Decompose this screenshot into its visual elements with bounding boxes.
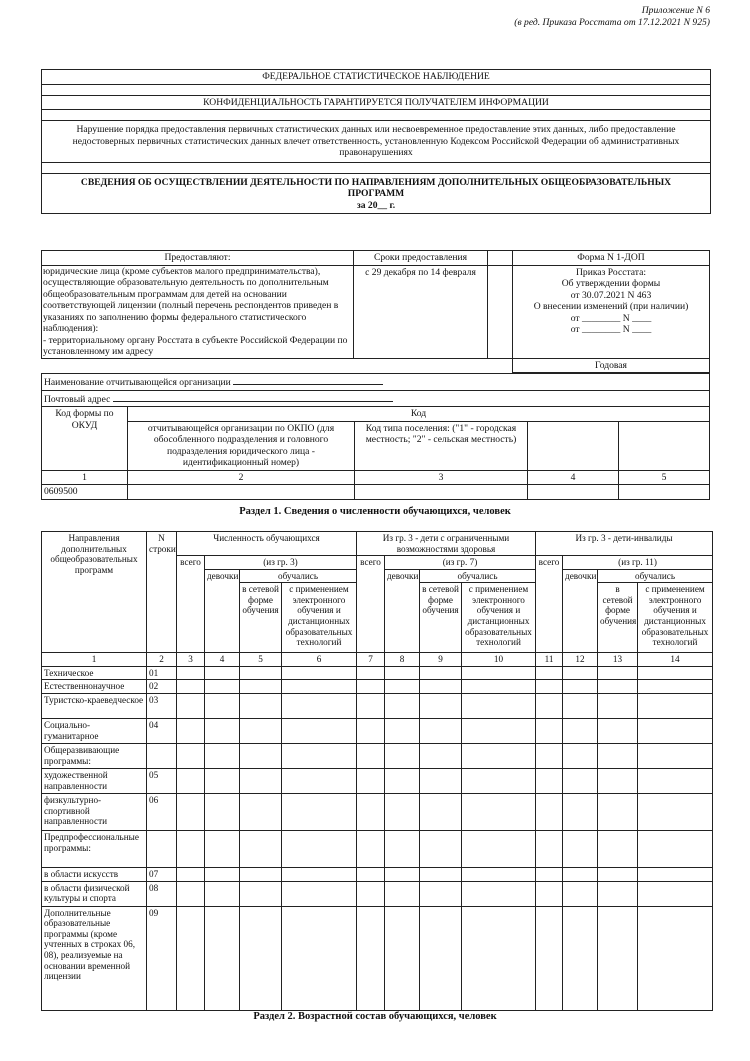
data-cell[interactable] xyxy=(205,831,240,868)
form-title xyxy=(42,174,710,214)
h-network-form: в сетевой форме обучения xyxy=(598,583,638,653)
data-cell[interactable] xyxy=(385,719,420,744)
annex-number: Приложение N 6 xyxy=(641,5,710,16)
data-cell[interactable] xyxy=(462,794,536,831)
settlement-type-label: Код типа поселения: ("1" - городская местность; "2" - сельская местность) xyxy=(355,421,528,470)
data-cell[interactable] xyxy=(240,719,282,744)
table-row xyxy=(42,744,713,769)
h-total: всего xyxy=(357,556,385,653)
row-label: Дополнительные образовательные программы (кроме учтенных в строках 06, 08), реализуемые на основании временной лицензии xyxy=(42,906,147,1010)
row-code: 01 xyxy=(147,666,177,680)
data-cell[interactable] xyxy=(638,868,713,882)
table-row xyxy=(42,719,713,744)
spacer-cell xyxy=(488,251,513,266)
submission-table xyxy=(41,250,710,373)
data-cell[interactable] xyxy=(420,744,462,769)
data-cell[interactable] xyxy=(420,794,462,831)
data-cell[interactable] xyxy=(205,719,240,744)
col-respondents: Предоставляют: xyxy=(42,251,354,266)
data-cell[interactable] xyxy=(598,769,638,794)
col-number: 11 xyxy=(536,653,563,667)
data-cell[interactable] xyxy=(357,680,385,694)
data-cell[interactable] xyxy=(598,680,638,694)
col-number: 4 xyxy=(528,470,619,485)
data-cell[interactable] xyxy=(282,831,357,868)
data-cell[interactable] xyxy=(638,769,713,794)
org-name-label: Наименование отчитывающейся организации xyxy=(44,377,231,388)
col-number: 2 xyxy=(147,653,177,667)
data-cell[interactable] xyxy=(420,719,462,744)
column-numbers-row xyxy=(42,653,713,667)
h-distance-learning: с применением электронного обучения и дистанционных образовательных технологий xyxy=(282,583,357,653)
report-period: Годовая xyxy=(513,358,710,373)
data-cell[interactable] xyxy=(282,881,357,906)
data-cell[interactable] xyxy=(282,719,357,744)
row-label: физкультурно-спортивной направленности xyxy=(42,794,147,831)
data-cell[interactable] xyxy=(282,906,357,1010)
form-header xyxy=(41,69,711,214)
org-name-row xyxy=(42,374,710,391)
col-number: 13 xyxy=(598,653,638,667)
spacer-cell xyxy=(42,358,513,373)
data-cell[interactable] xyxy=(177,868,205,882)
data-cell[interactable] xyxy=(536,666,563,680)
data-cell[interactable] xyxy=(420,906,462,1010)
h-of-col7: (из гр. 7) xyxy=(385,556,536,570)
approval-line: Приказ Росстата: xyxy=(575,266,647,278)
data-cell[interactable] xyxy=(205,666,240,680)
data-cell[interactable] xyxy=(420,666,462,680)
data-cell[interactable] xyxy=(536,794,563,831)
data-cell[interactable] xyxy=(282,744,357,769)
col-form-number: Форма N 1-ДОП xyxy=(513,251,710,266)
col-number: 2 xyxy=(128,470,355,485)
row-label: художественной направленности xyxy=(42,769,147,794)
address-label: Почтовый адрес xyxy=(44,393,111,405)
row-label: Техническое xyxy=(42,666,147,680)
row-code: 07 xyxy=(147,868,177,882)
data-cell[interactable] xyxy=(240,794,282,831)
data-cell[interactable] xyxy=(563,680,598,694)
form-title-text: СВЕДЕНИЯ ОБ ОСУЩЕСТВЛЕНИИ ДЕЯТЕЛЬНОСТИ ПО НАПРАВЛЕНИЯМ ДОПОЛНИТЕЛЬНЫХ ОБЩЕОБРАЗОВАТЕЛЬНЫХ ПРОГРАММ xyxy=(80,176,672,199)
data-cell[interactable] xyxy=(177,769,205,794)
data-cell[interactable] xyxy=(385,881,420,906)
col-number: 9 xyxy=(420,653,462,667)
row-code: 08 xyxy=(147,881,177,906)
row-code: 09 xyxy=(147,906,177,1010)
data-cell[interactable] xyxy=(420,881,462,906)
row-code xyxy=(147,744,177,769)
h-network-form: в сетевой форме обучения xyxy=(420,583,462,653)
data-cell[interactable] xyxy=(598,868,638,882)
h-total: всего xyxy=(536,556,563,653)
data-cell[interactable] xyxy=(536,719,563,744)
data-cell[interactable] xyxy=(536,881,563,906)
data-cell[interactable] xyxy=(536,680,563,694)
data-cell[interactable] xyxy=(205,694,240,719)
data-cell[interactable] xyxy=(357,769,385,794)
col-number: 12 xyxy=(563,653,598,667)
data-cell[interactable] xyxy=(177,719,205,744)
data-cell[interactable] xyxy=(638,881,713,906)
h-line-number: N строки xyxy=(147,532,177,653)
spacer-cell xyxy=(488,265,513,358)
data-cell[interactable] xyxy=(420,694,462,719)
h-girls: девочки xyxy=(205,569,240,653)
h-of-col11: (из гр. 11) xyxy=(563,556,713,570)
data-cell[interactable] xyxy=(240,831,282,868)
data-cell[interactable] xyxy=(462,666,536,680)
data-cell[interactable] xyxy=(420,769,462,794)
data-cell[interactable] xyxy=(240,906,282,1010)
data-cell[interactable] xyxy=(240,694,282,719)
data-cell[interactable] xyxy=(462,868,536,882)
row-code: 06 xyxy=(147,794,177,831)
section1-title: Раздел 1. Сведения о численности обучающихся, человек xyxy=(239,506,511,517)
address-row xyxy=(42,390,710,407)
data-cell[interactable] xyxy=(638,744,713,769)
address-input[interactable] xyxy=(113,392,393,402)
code-input[interactable] xyxy=(619,485,710,500)
data-cell[interactable] xyxy=(282,794,357,831)
data-cell[interactable] xyxy=(536,744,563,769)
header-spacer xyxy=(42,110,710,121)
okpo-label: отчитывающейся организации по ОКПО (для обособленного подразделения и головного подразделения юридического лица - идентификационный номер) xyxy=(128,421,355,470)
data-cell[interactable] xyxy=(598,666,638,680)
data-cell[interactable] xyxy=(598,881,638,906)
col-number: 5 xyxy=(240,653,282,667)
table-row xyxy=(42,680,713,694)
data-cell[interactable] xyxy=(385,666,420,680)
empty-cell xyxy=(619,421,710,470)
h-total: всего xyxy=(177,556,205,653)
data-cell[interactable] xyxy=(357,831,385,868)
col-deadlines: Сроки предоставления xyxy=(354,251,488,266)
form-year: за 20__ г. xyxy=(356,199,396,211)
row-label: Естественнонаучное xyxy=(42,680,147,694)
empty-cell xyxy=(528,421,619,470)
organization-table xyxy=(41,373,710,500)
org-name-input[interactable] xyxy=(233,375,383,385)
h-girls: девочки xyxy=(563,569,598,653)
data-cell[interactable] xyxy=(638,666,713,680)
data-cell[interactable] xyxy=(177,680,205,694)
data-cell[interactable] xyxy=(357,694,385,719)
data-cell[interactable] xyxy=(282,694,357,719)
row-label: Социально-гуманитарное xyxy=(42,719,147,744)
row-code: 03 xyxy=(147,694,177,719)
data-cell[interactable] xyxy=(177,906,205,1010)
h-distance-learning: с применением электронного обучения и дистанционных образовательных технологий xyxy=(462,583,536,653)
federal-observation: ФЕДЕРАЛЬНОЕ СТАТИСТИЧЕСКОЕ НАБЛЮДЕНИЕ xyxy=(42,70,710,85)
data-cell[interactable] xyxy=(357,868,385,882)
data-cell[interactable] xyxy=(563,744,598,769)
data-cell[interactable] xyxy=(177,881,205,906)
col-number: 6 xyxy=(282,653,357,667)
data-cell[interactable] xyxy=(240,680,282,694)
data-cell[interactable] xyxy=(420,680,462,694)
table-row xyxy=(42,694,713,719)
data-cell[interactable] xyxy=(385,831,420,868)
data-cell[interactable] xyxy=(357,719,385,744)
table-row xyxy=(42,831,713,868)
data-cell[interactable] xyxy=(462,769,536,794)
data-cell[interactable] xyxy=(240,666,282,680)
row-code: 02 xyxy=(147,680,177,694)
data-cell[interactable] xyxy=(205,881,240,906)
data-cell[interactable] xyxy=(462,881,536,906)
data-cell[interactable] xyxy=(357,881,385,906)
data-cell[interactable] xyxy=(638,831,713,868)
code-header: Код xyxy=(128,407,710,422)
h-studied: обучались xyxy=(598,569,713,583)
data-cell[interactable] xyxy=(177,694,205,719)
data-cell[interactable] xyxy=(462,906,536,1010)
row-label: в области физической культуры и спорта xyxy=(42,881,147,906)
col-number: 3 xyxy=(177,653,205,667)
data-cell[interactable] xyxy=(420,831,462,868)
okud-label: Код формы по ОКУД xyxy=(42,407,128,471)
row-code xyxy=(147,831,177,868)
data-cell[interactable] xyxy=(563,868,598,882)
data-cell[interactable] xyxy=(462,744,536,769)
data-cell[interactable] xyxy=(462,680,536,694)
data-cell[interactable] xyxy=(638,680,713,694)
data-cell[interactable] xyxy=(282,680,357,694)
data-cell[interactable] xyxy=(563,719,598,744)
h-disabled-children: Из гр. 3 - дети-инвалиды xyxy=(536,532,713,556)
data-cell[interactable] xyxy=(205,868,240,882)
data-cell[interactable] xyxy=(205,794,240,831)
data-cell[interactable] xyxy=(385,868,420,882)
data-cell[interactable] xyxy=(638,694,713,719)
data-cell[interactable] xyxy=(385,906,420,1010)
data-cell[interactable] xyxy=(598,831,638,868)
data-cell[interactable] xyxy=(357,744,385,769)
h-studied: обучались xyxy=(420,569,536,583)
row-code: 04 xyxy=(147,719,177,744)
section1-table xyxy=(41,531,713,1011)
data-cell[interactable] xyxy=(462,831,536,868)
data-cell[interactable] xyxy=(385,794,420,831)
row-code: 05 xyxy=(147,769,177,794)
data-cell[interactable] xyxy=(205,769,240,794)
data-cell[interactable] xyxy=(282,769,357,794)
data-cell[interactable] xyxy=(598,906,638,1010)
header-spacer xyxy=(42,85,710,96)
h-network-form: в сетевой форме обучения xyxy=(240,583,282,653)
data-cell[interactable] xyxy=(205,744,240,769)
row-label: Общеразвивающие программы: xyxy=(42,744,147,769)
data-cell[interactable] xyxy=(420,868,462,882)
respondents-cell xyxy=(42,265,354,358)
data-cell[interactable] xyxy=(177,744,205,769)
respondents-where: - территориальному органу Росстата в субъекте Российской Федерации по установленному им адресу xyxy=(43,334,348,357)
data-cell[interactable] xyxy=(240,868,282,882)
col-number: 14 xyxy=(638,653,713,667)
data-cell[interactable] xyxy=(598,794,638,831)
data-cell[interactable] xyxy=(598,719,638,744)
h-limited-abilities: Из гр. 3 - дети с ограниченными возможностями здоровья xyxy=(357,532,536,556)
row-label: Туристско-краеведческое xyxy=(42,694,147,719)
h-student-count: Численность обучающихся xyxy=(177,532,357,556)
data-cell[interactable] xyxy=(563,769,598,794)
data-cell[interactable] xyxy=(177,831,205,868)
h-of-col3: (из гр. 3) xyxy=(205,556,357,570)
data-cell[interactable] xyxy=(385,680,420,694)
confidentiality-note: КОНФИДЕНЦИАЛЬНОСТЬ ГАРАНТИРУЕТСЯ ПОЛУЧАТЕЛЕМ ИНФОРМАЦИИ xyxy=(42,96,710,111)
data-cell[interactable] xyxy=(563,831,598,868)
approval-cell xyxy=(513,265,710,358)
data-cell[interactable] xyxy=(638,719,713,744)
data-cell[interactable] xyxy=(536,694,563,719)
data-cell[interactable] xyxy=(282,666,357,680)
data-cell[interactable] xyxy=(385,769,420,794)
data-cell[interactable] xyxy=(357,666,385,680)
h-studied: обучались xyxy=(240,569,357,583)
data-cell[interactable] xyxy=(536,868,563,882)
data-cell[interactable] xyxy=(240,881,282,906)
col-number: 5 xyxy=(619,470,710,485)
data-cell[interactable] xyxy=(282,868,357,882)
data-cell[interactable] xyxy=(177,666,205,680)
data-cell[interactable] xyxy=(638,906,713,1010)
data-cell[interactable] xyxy=(385,694,420,719)
col-number: 3 xyxy=(355,470,528,485)
data-cell[interactable] xyxy=(205,680,240,694)
h-girls: девочки xyxy=(385,569,420,653)
col-number: 1 xyxy=(42,653,147,667)
data-cell[interactable] xyxy=(638,794,713,831)
data-cell[interactable] xyxy=(598,744,638,769)
row-label: в области искусств xyxy=(42,868,147,882)
approval-line: от 30.07.2021 N 463 xyxy=(570,289,652,301)
section1-body xyxy=(42,666,713,1010)
header-spacer xyxy=(42,163,710,174)
data-cell[interactable] xyxy=(462,719,536,744)
code-input[interactable] xyxy=(528,485,619,500)
okud-value: 0609500 xyxy=(42,485,128,500)
data-cell[interactable] xyxy=(536,831,563,868)
deadline-text: с 29 декабря по 14 февраля xyxy=(354,265,488,358)
table-row xyxy=(42,666,713,680)
settlement-input[interactable] xyxy=(355,485,528,500)
data-cell[interactable] xyxy=(462,694,536,719)
annex-note xyxy=(514,5,710,29)
okpo-input[interactable] xyxy=(128,485,355,500)
section2-title: Раздел 2. Возрастной состав обучающихся, человек xyxy=(253,1011,497,1022)
col-number: 7 xyxy=(357,653,385,667)
table-row xyxy=(42,906,713,1010)
data-cell[interactable] xyxy=(177,794,205,831)
table-row xyxy=(42,769,713,794)
respondents-text: юридические лица (кроме субъектов малого предпринимательства), осуществляющие образовательную деятельность по дополнительным общеобразовательным программам для детей на основании соответствующей лицензии (полный перечень респондентов приведен в указаниях по заполнению формы федерального статистического наблюдения): xyxy=(43,265,339,334)
table-row xyxy=(42,794,713,831)
approval-line: О внесении изменений (при наличии) xyxy=(533,301,689,312)
data-cell[interactable] xyxy=(385,744,420,769)
data-cell[interactable] xyxy=(536,906,563,1010)
data-cell[interactable] xyxy=(536,769,563,794)
col-number: 10 xyxy=(462,653,536,667)
approval-line: от ________ N ____ xyxy=(570,324,652,335)
col-number: 1 xyxy=(42,470,128,485)
approval-line: от ________ N ____ xyxy=(570,312,652,324)
annex-edition: (в ред. Приказа Росстата от 17.12.2021 N 925) xyxy=(514,17,710,28)
table-row xyxy=(42,868,713,882)
h-distance-learning: с применением электронного обучения и дистанционных образовательных технологий xyxy=(638,583,713,653)
data-cell[interactable] xyxy=(357,794,385,831)
table-row xyxy=(42,881,713,906)
data-cell[interactable] xyxy=(563,666,598,680)
data-cell[interactable] xyxy=(563,694,598,719)
h-direction: Направления дополнительных общеобразовательных программ xyxy=(42,532,147,653)
data-cell[interactable] xyxy=(563,881,598,906)
data-cell[interactable] xyxy=(563,906,598,1010)
col-number: 4 xyxy=(205,653,240,667)
data-cell[interactable] xyxy=(563,794,598,831)
row-label: Предпрофессиональные программы: xyxy=(42,831,147,868)
data-cell[interactable] xyxy=(598,694,638,719)
col-number: 8 xyxy=(385,653,420,667)
approval-line: Об утверждении формы xyxy=(561,278,661,289)
liability-warning: Нарушение порядка предоставления первичных статистических данных или несвоевременное предоставление этих данных, либо предоставление недостоверных первичных статистических данных влечет ответственность, установленную Кодексом Российской Федерации об административных правонарушениях xyxy=(42,121,710,163)
data-cell[interactable] xyxy=(240,769,282,794)
data-cell[interactable] xyxy=(240,744,282,769)
data-cell[interactable] xyxy=(205,906,240,1010)
data-cell[interactable] xyxy=(357,906,385,1010)
